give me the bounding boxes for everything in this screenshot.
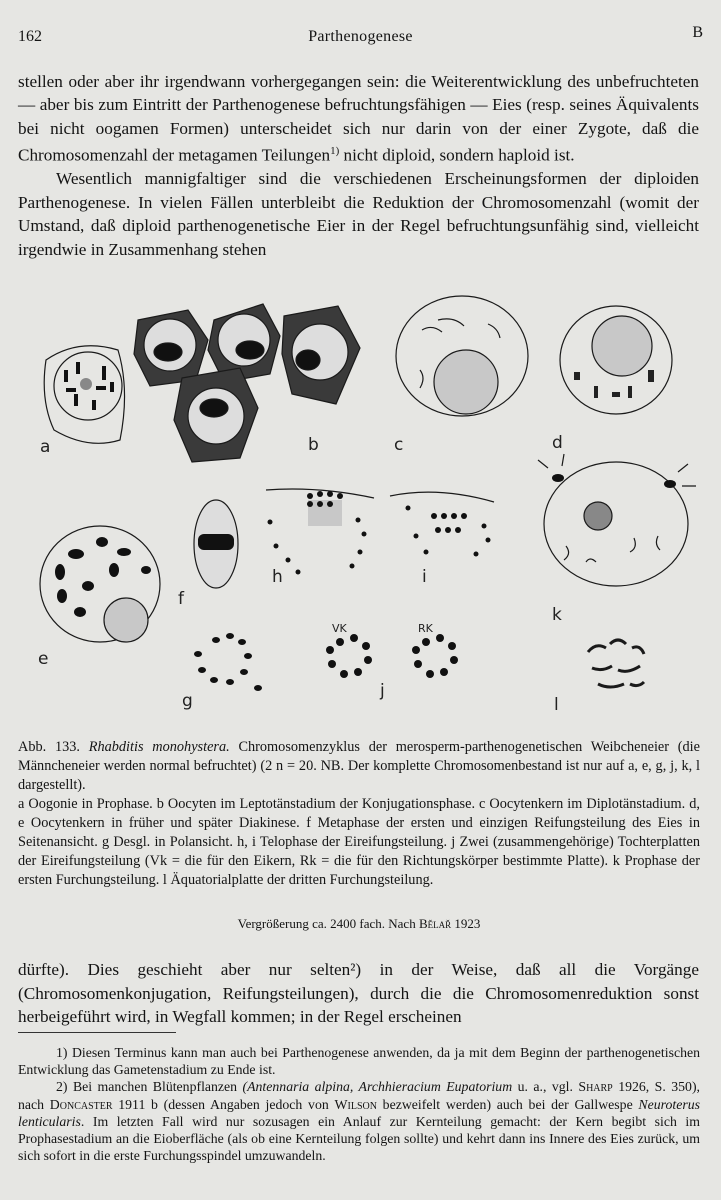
page-number: 162 — [18, 28, 42, 45]
footnote-ref-1: 1) — [330, 145, 340, 158]
label-e: e — [38, 649, 49, 669]
species-name: Rhabditis monohystera. — [88, 739, 230, 755]
signature-mark: B — [692, 24, 703, 41]
label-d: d — [552, 433, 563, 453]
cell-d — [560, 306, 672, 414]
page-header — [18, 24, 703, 52]
cell-a — [44, 346, 124, 444]
credit-author: Bělař — [418, 916, 452, 931]
paragraph-2: Wesentlich mannigfaltiger sind die verschiedenen Erscheinungsformen der diploiden Parthenogenese. In vielen Fällen unterbleibt die Reduktion der Chromosomenzahl (womit der Umstand, daß diploid parthenogenetische Eier in der Regel befruchtungsunfähig sind, vielleicht irgendwie in Zusammenhang stehen — [18, 169, 699, 259]
continuation-paragraph: dürfte). Dies geschieht aber nur selten²) in der Weise, daß all die Vorgänge (Chromosomenkonjugation, Reifungsteilungen), durch die die Chromosomenreduktion sonst herbeigeführt wird, in Wegfall kommen; in der Regel erscheinen — [18, 960, 699, 1026]
footnote-1: 1) Diesen Terminus kann man auch bei Parthenogenese anwenden, da ja mit dem Beginn der parthenogenetischen Entwicklung das Gametenstadium zu Ende ist. — [18, 1045, 700, 1078]
label-l: l — [554, 695, 559, 715]
footnote-2: 2) Bei manchen Blütenpflanzen (Antennaria alpina, Archhieracium Eupatorium u. a., vgl. Sharp 1926, S. 350), nach Doncaster 1911 b (dessen Angaben jedoch von Wilson bezweifelt werden) auch bei der Gallwespe Neuroterus lenticularis. Im letzten Fall wird nur sozusagen ein Anlauf zur Kernteilung gemacht: der Kern begibt sich im Prophasestadium an die Eioberfläche (als ob eine Kernteilung folgen sollte) und kehrt dann ins Innere des Eies zurück, um sich sofort in die erste Furchungsspindel umzuwandeln. — [18, 1079, 700, 1164]
body-text — [18, 70, 699, 261]
figure-credit: Vergrößerung ca. 2400 fach. Nach Bělař 1923 — [237, 916, 481, 931]
footnotes — [18, 1044, 700, 1164]
spindle-f — [194, 500, 238, 588]
label-k: k — [552, 605, 562, 625]
label-vk: VK — [332, 622, 347, 635]
polar-view-g — [194, 633, 262, 691]
label-g: g — [182, 691, 193, 711]
footnote-rule — [18, 1032, 176, 1033]
label-rk: RK — [418, 622, 433, 635]
figure-number: Abb. 133. — [18, 739, 80, 755]
label-a: a — [40, 437, 51, 457]
running-title: Parthenogenese — [308, 28, 413, 45]
cell-e — [40, 526, 160, 642]
figure-133 — [18, 290, 703, 730]
label-h: h — [272, 567, 283, 587]
label-b: b — [308, 435, 319, 455]
label-i: i — [422, 567, 427, 587]
telophase-i — [390, 492, 494, 556]
equatorial-plate-l — [588, 640, 644, 687]
telophase-h — [266, 489, 374, 575]
caption-main: Abb. 133. Rhabditis monohystera. Chromosomenzyklus der merosperm-parthenogenetischen Weibcheneier (die Männcheneier werden normal befruchtet) (2 n = 20. NB. Der komplette Chromosomenbestand ist nur auf a, e, g, j, k, l dargestellt). — [18, 739, 700, 793]
label-j: j — [380, 681, 385, 701]
daughter-plates-j — [326, 634, 458, 678]
label-f: f — [178, 589, 184, 609]
cell-k — [538, 454, 696, 586]
figure-caption — [18, 738, 700, 890]
paragraph-1: stellen oder aber ihr irgendwann vorhergegangen sein: die Weiterentwicklung des unbefruchteten — aber bis zum Eintritt der Parthenogenese befruchtungsfähigen — Eies (resp. seines Äquivalents bei nicht oogamen Formen) unterscheidet sich nur darin von der einer Zygote, daß die Chromosomenzahl der metagamen Teilungen$^{1)}$ nicht diploid, sondern haploid ist. — [18, 72, 699, 165]
caption-details: a Oogonie in Prophase. b Oocyten im Leptotänstadium der Konjugationsphase. c Oocytenkern im Diplotänstadium. d, e Oocytenkern in früher und später Diakinese. f Metaphase der ersten und einzigen Reifungsteilung des Eies in Seitenansicht. g Desgl. in Polansicht. h, i Telophase der Eireifungsteilung. j Zwei (zusammengehörige) Tochterplatten der Eireifungsteilung (Vk = die für den Eikern, Rk = die für den Richtungskörper bestimmte Platte). k Prophase der ersten Furchungsteilung. l Äquatorialplatte der dritten Furchungsteilung. — [18, 796, 700, 888]
cells-b — [134, 304, 360, 462]
label-c: c — [394, 435, 404, 455]
figure-illustration — [18, 290, 703, 730]
cell-c — [396, 296, 528, 416]
